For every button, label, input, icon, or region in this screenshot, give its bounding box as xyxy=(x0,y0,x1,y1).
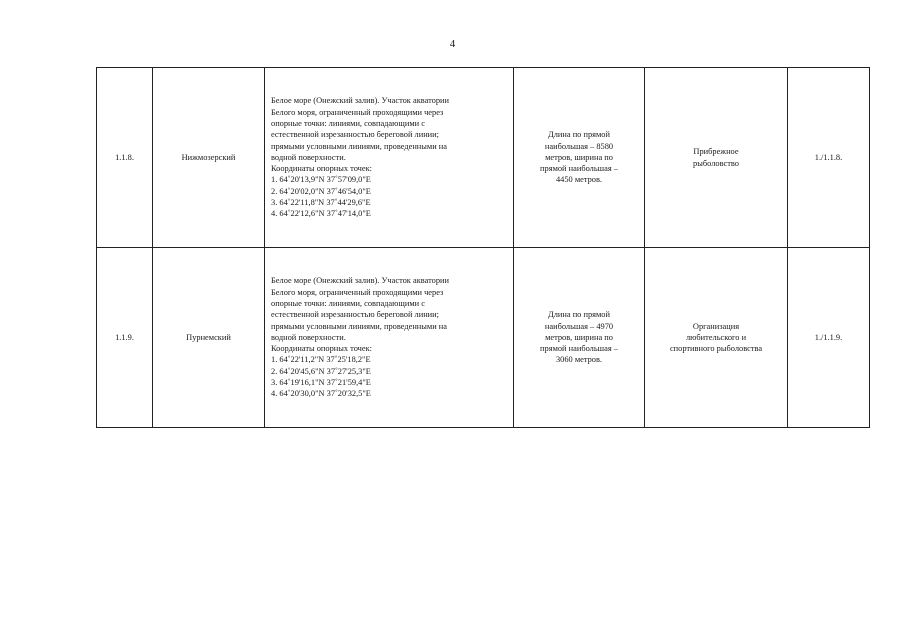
size-line: прямой наибольшая – xyxy=(540,164,618,174)
coordinate-line: 4. 64˚20'30,0"N 37˚20'32,5"E xyxy=(271,389,371,399)
coordinate-line: 3. 64˚19'16,1"N 37˚21'59,4"E xyxy=(271,378,371,388)
page-number: 4 xyxy=(449,38,456,50)
coordinate-line: 2. 64˚20'45,6"N 37˚27'25,3"E xyxy=(271,366,371,376)
size-line: наибольшая – 8580 xyxy=(544,141,614,151)
area-size xyxy=(514,68,645,248)
type-line: любительского и xyxy=(685,332,747,342)
coordinate-line: 1. 64˚20'13,9"N 37˚57'09,0"E xyxy=(271,175,371,185)
size-line: 4450 метров. xyxy=(555,175,603,185)
description-line: водной поверхности. xyxy=(271,152,346,162)
coordinate-line: 4. 64˚22'12,6"N 37˚47'14,0"E xyxy=(271,209,371,219)
area-description xyxy=(265,68,514,248)
description-line: Координаты опорных точек: xyxy=(271,344,373,354)
description-line: естественной изрезанностью береговой линии; xyxy=(271,130,439,140)
size-line: Длина по прямой xyxy=(548,310,610,320)
coordinate-line: 2. 64˚20'02,0"N 37˚46'54,0"E xyxy=(271,186,371,196)
area-code: 1./1.1.9. xyxy=(788,248,870,428)
type-line: спортивного рыболовства xyxy=(669,344,763,354)
size-line: метров, ширина по xyxy=(545,152,613,162)
area-description xyxy=(265,248,514,428)
description-line: опорные точки: линиями, совпадающими с xyxy=(271,118,425,128)
area-name: Пурнемский xyxy=(153,248,265,428)
description-line: Белое море (Онежский залив). Участок акватории xyxy=(271,276,449,286)
description-line: естественной изрезанностью береговой линии; xyxy=(271,310,439,320)
description-line: Белого моря, ограниченный проходящими через xyxy=(271,287,444,297)
table-row xyxy=(97,248,870,428)
size-line: метров, ширина по xyxy=(545,332,613,342)
size-line: Длина по прямой xyxy=(548,130,610,140)
description-line: опорные точки: линиями, совпадающими с xyxy=(271,298,425,308)
description-line: прямыми условными линиями, проведенными на xyxy=(271,141,447,151)
type-line: Прибрежное xyxy=(693,147,739,157)
description-line: Белого моря, ограниченный проходящими через xyxy=(271,107,444,117)
description-line: водной поверхности. xyxy=(271,332,346,342)
description-line: Белое море (Онежский залив). Участок акватории xyxy=(271,96,449,106)
area-name: Нижмозерский xyxy=(153,68,265,248)
coordinate-line: 3. 64˚22'11,8"N 37˚44'29,6"E xyxy=(271,198,371,208)
area-size xyxy=(514,248,645,428)
type-line: рыболовство xyxy=(693,158,739,168)
fishing-type xyxy=(645,68,788,248)
size-line: наибольшая – 4970 xyxy=(544,321,614,331)
coordinate-line: 1. 64˚22'11,2"N 37˚25'18,2"E xyxy=(271,355,371,365)
row-number: 1.1.8. xyxy=(97,68,153,248)
fishing-areas-table xyxy=(96,67,870,428)
row-number: 1.1.9. xyxy=(97,248,153,428)
fishing-type xyxy=(645,248,788,428)
type-line: Организация xyxy=(692,321,740,331)
description-line: прямыми условными линиями, проведенными на xyxy=(271,321,447,331)
table-row xyxy=(97,68,870,248)
size-line: прямой наибольшая – xyxy=(540,344,618,354)
size-line: 3060 метров. xyxy=(555,355,603,365)
description-line: Координаты опорных точек: xyxy=(271,164,373,174)
area-code: 1./1.1.8. xyxy=(788,68,870,248)
